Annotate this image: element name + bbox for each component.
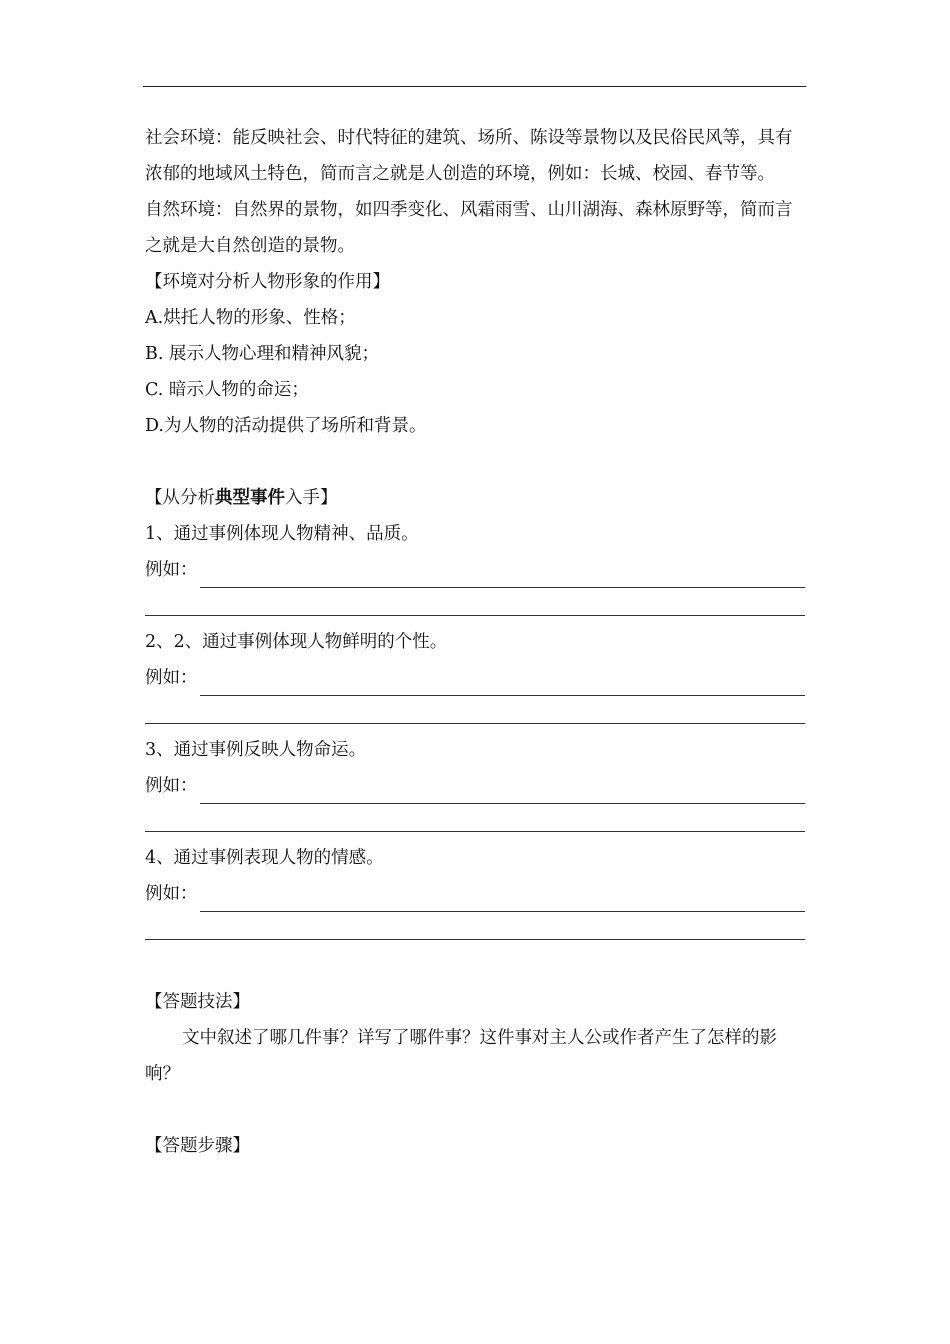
environment-role-d: D.为人物的活动提供了场所和背景。 bbox=[145, 416, 427, 436]
example-row-2 bbox=[145, 660, 805, 696]
answer-blank-line[interactable] bbox=[145, 804, 805, 840]
event-item-1: 1、通过事例体现人物精神、品质。 bbox=[145, 524, 419, 544]
example-row-4 bbox=[145, 876, 805, 912]
technique-text: 文中叙述了哪几件事？详写了哪件事？这件事对主人公或作者产生了怎样的影响？ bbox=[145, 1028, 777, 1084]
answer-blank-line[interactable] bbox=[145, 588, 805, 624]
example-label: 例如： bbox=[145, 668, 198, 688]
social-environment-paragraph: 社会环境：能反映社会、时代特征的建筑、场所、陈设等景物以及民俗民风等，具有浓郁的地域风土特色，简而言之就是人创造的环境，例如：长城、校园、春节等。 bbox=[145, 128, 793, 184]
event-item-4: 4、通过事例表现人物的情感。 bbox=[145, 848, 384, 868]
environment-role-b: B. 展示人物心理和精神风貌； bbox=[145, 344, 379, 364]
environment-role-heading: 【环境对分析人物形象的作用】 bbox=[145, 272, 390, 292]
example-label: 例如： bbox=[145, 884, 198, 904]
natural-environment-paragraph: 自然环境：自然界的景物，如四季变化、风霜雨雪、山川湖海、森林原野等，简而言之就是大自然创造的景物。 bbox=[145, 200, 793, 256]
example-row-1 bbox=[145, 552, 805, 588]
environment-role-a: A.烘托人物的形象、性格； bbox=[145, 308, 356, 328]
example-label: 例如： bbox=[145, 560, 198, 580]
header-rule bbox=[143, 86, 806, 87]
typical-event-heading-post: 入手】 bbox=[285, 488, 338, 508]
typical-event-heading bbox=[145, 480, 805, 516]
event-item-3: 3、通过事例反映人物命运。 bbox=[145, 740, 367, 760]
typical-event-heading-pre: 【从分析 bbox=[145, 488, 215, 508]
technique-heading: 【答题技法】 bbox=[145, 992, 250, 1012]
answer-blank[interactable] bbox=[200, 669, 806, 696]
answer-blank[interactable] bbox=[200, 561, 806, 588]
document-body bbox=[145, 120, 805, 1164]
event-item-2: 2、2、通过事例体现人物鲜明的个性。 bbox=[145, 632, 448, 652]
example-row-3 bbox=[145, 768, 805, 804]
answer-blank[interactable] bbox=[200, 885, 806, 912]
answer-blank[interactable] bbox=[200, 777, 806, 804]
example-label: 例如： bbox=[145, 776, 198, 796]
answer-blank-line[interactable] bbox=[145, 696, 805, 732]
steps-heading: 【答题步骤】 bbox=[145, 1136, 250, 1156]
environment-role-c: C. 暗示人物的命运； bbox=[145, 380, 309, 400]
answer-blank-line[interactable] bbox=[145, 912, 805, 948]
typical-event-heading-bold: 典型事件 bbox=[215, 488, 285, 508]
